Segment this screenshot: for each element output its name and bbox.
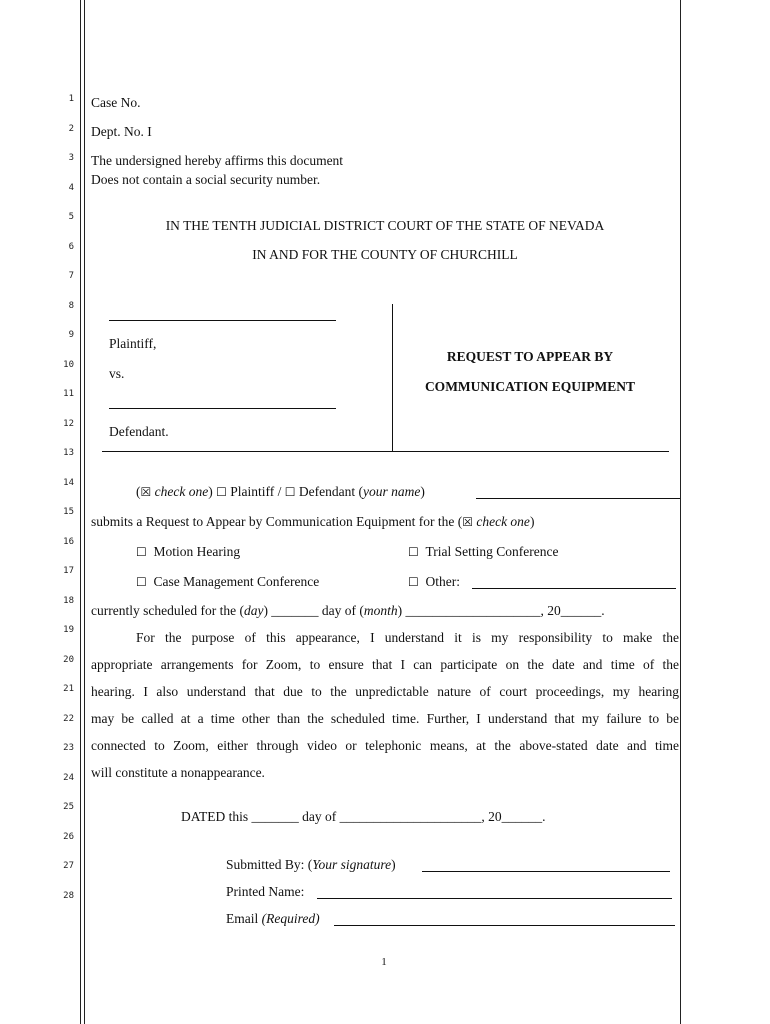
affirmation-line-2: Does not contain a social security number. (91, 172, 321, 187)
line-number: 2 (68, 123, 74, 134)
responsibility-paragraph-line-1: For the purpose of this appearance, I understand it is my responsibility to make the (136, 630, 679, 645)
other-label: Other: (425, 574, 461, 589)
line-number: 14 (63, 477, 74, 488)
line-number: 8 (68, 300, 74, 311)
plaintiff-label: Plaintiff, (109, 336, 157, 351)
motion-hearing-checkbox[interactable]: ☐ (136, 545, 147, 559)
day-hint: day (243, 603, 264, 618)
responsibility-paragraph-line-2: appropriate arrangements for Zoom, to ensure that I can participate on the date and time of the (91, 657, 679, 672)
line-number: 21 (63, 684, 74, 694)
party-selection-line: (☒ check one) ☐ Plaintiff / ☐ Defendant (your name) (136, 484, 425, 499)
printed-name-line[interactable] (317, 898, 672, 899)
court-title-line-2: IN AND FOR THE COUNTY OF CHURCHILL (252, 247, 518, 262)
defendant-name-line (109, 408, 336, 409)
caption-bottom-line (102, 451, 669, 452)
left-margin-rule-inner (84, 0, 85, 1024)
motion-hearing-label: Motion Hearing (153, 544, 241, 559)
line-number: 12 (63, 418, 74, 429)
email-line[interactable] (334, 925, 675, 926)
plaintiff-name-line (109, 320, 336, 321)
other-fill-line[interactable] (472, 588, 676, 589)
plaintiff-option-label: Plaintiff / (230, 484, 282, 499)
trial-setting-option[interactable] (408, 544, 559, 560)
submits-check-marker-icon: ☒ (462, 515, 473, 529)
line-number: 1 (68, 94, 74, 104)
page-number: 1 (381, 956, 387, 968)
defendant-label: Defendant. (109, 424, 169, 439)
left-margin-rule-outer (80, 0, 81, 1024)
dept-number-label: Dept. No. I (91, 124, 152, 139)
defendant-checkbox[interactable]: ☐ (284, 485, 296, 499)
responsibility-paragraph-line-3: hearing. I also understand that due to the unpredictable nature of court proceedings, my hearing (91, 684, 679, 699)
submits-request-line: submits a Request to Appear by Communication Equipment for the (☒ check one) (91, 514, 535, 529)
line-number: 25 (63, 802, 74, 812)
printed-name-label: Printed Name: (226, 884, 305, 899)
your-name-hint: your name (363, 484, 421, 499)
affirmation-line-1: The undersigned hereby affirms this document (91, 153, 344, 168)
line-number: 27 (63, 861, 74, 871)
email-required-hint: (Required) (261, 911, 320, 926)
caption-divider-vertical (392, 304, 393, 451)
line-number: 18 (63, 595, 74, 606)
line-number: 3 (68, 153, 74, 163)
dated-line: DATED this _______ day of _____________________, 20______. (181, 809, 546, 824)
other-option[interactable] (408, 574, 460, 590)
email-label: Email (Required) (226, 911, 320, 926)
submitted-by-label: Submitted By: (Your signature) (226, 857, 396, 872)
other-checkbox[interactable]: ☐ (408, 575, 419, 589)
versus-label: vs. (109, 366, 125, 381)
your-signature-hint: Your signature (312, 857, 392, 872)
trial-setting-checkbox[interactable]: ☐ (408, 545, 419, 559)
line-number: 19 (63, 625, 74, 635)
line-number: 7 (68, 271, 74, 281)
trial-setting-label: Trial Setting Conference (425, 544, 559, 559)
document-title-line-2: COMMUNICATION EQUIPMENT (424, 379, 636, 394)
line-number: 10 (63, 359, 74, 370)
line-number: 13 (63, 448, 74, 458)
line-number: 6 (68, 241, 74, 252)
line-number: 23 (63, 743, 74, 753)
right-margin-rule (680, 0, 681, 1024)
signature-line[interactable] (422, 871, 670, 872)
line-number: 20 (63, 654, 74, 665)
check-one-marker-icon: ☒ (140, 485, 152, 499)
case-management-label: Case Management Conference (153, 574, 320, 589)
line-number: 17 (63, 566, 74, 576)
responsibility-paragraph-line-4: may be called at a time other than the scheduled time. Further, I understand that my failure to be (91, 711, 679, 726)
line-number: 26 (63, 831, 74, 842)
case-management-option[interactable] (136, 574, 319, 590)
defendant-option-label: Defendant ( (298, 484, 363, 499)
your-name-line[interactable] (476, 498, 680, 499)
line-number: 15 (63, 507, 74, 517)
line-number: 16 (63, 536, 74, 547)
case-management-checkbox[interactable]: ☐ (136, 575, 147, 589)
case-number-label: Case No. (91, 95, 141, 110)
line-number: 4 (68, 182, 74, 193)
line-number: 11 (63, 389, 74, 399)
line-number: 22 (63, 713, 74, 724)
line-number: 24 (63, 772, 74, 783)
line-number: 5 (68, 212, 74, 222)
court-title-line-1: IN THE TENTH JUDICIAL DISTRICT COURT OF THE STATE OF NEVADA (165, 218, 605, 233)
document-title-line-1: REQUEST TO APPEAR BY (446, 349, 614, 364)
responsibility-paragraph-line-6: will constitute a nonappearance. (91, 765, 265, 780)
submits-check-one-hint: check one (476, 514, 530, 529)
line-number: 28 (63, 890, 74, 901)
plaintiff-checkbox[interactable]: ☐ (216, 485, 227, 499)
responsibility-paragraph-line-5: connected to Zoom, either through video or telephonic means, at the above-stated date and time (91, 738, 679, 753)
line-number: 9 (68, 330, 74, 340)
check-one-hint: check one (154, 484, 209, 499)
scheduled-date-line: currently scheduled for the (day) _______ day of (month) ____________________, 20______. (91, 603, 605, 618)
motion-hearing-option[interactable] (136, 544, 240, 560)
month-hint: month (363, 603, 398, 618)
